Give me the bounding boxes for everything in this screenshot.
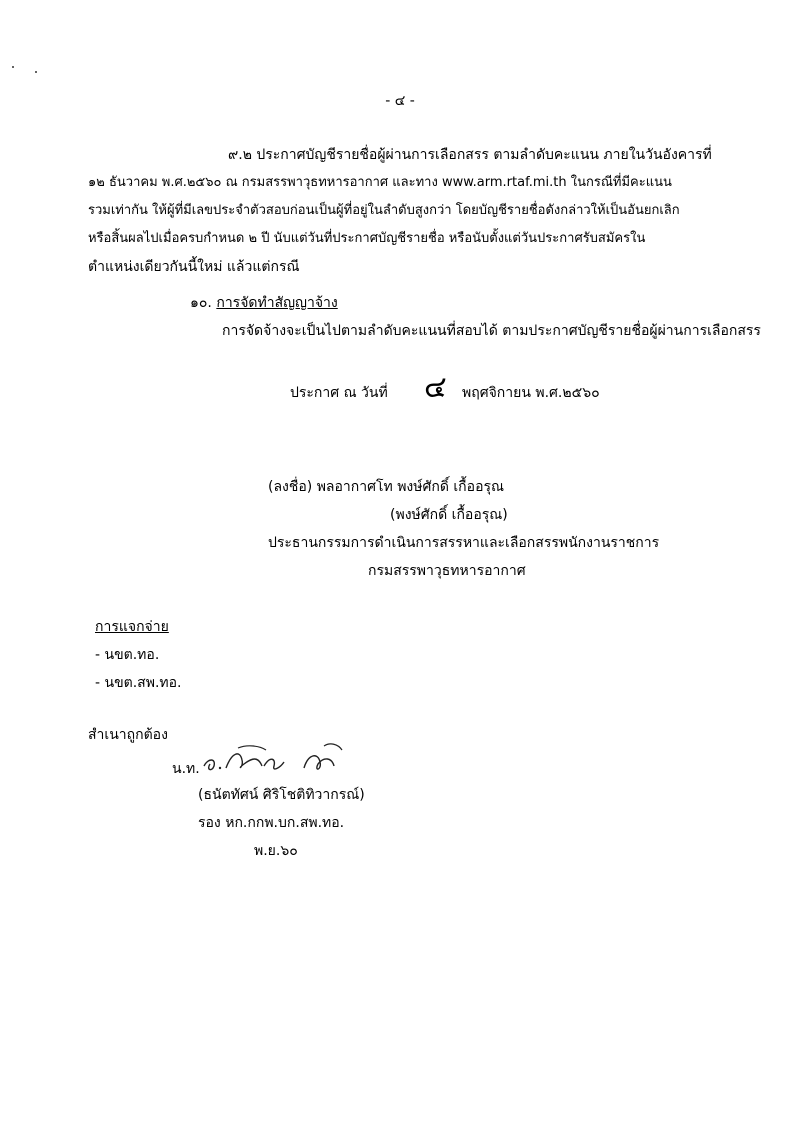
scan-speck — [35, 71, 37, 73]
section-10-number: ๑๐. — [190, 295, 212, 311]
section-9-2-line-2: ๑๒ ธันวาคม พ.ศ.๒๕๖๐ ณ กรมสรรพาวุธทหารอากาศ และทาง www.arm.rtaf.mi.th ในกรณีที่มีคะแนน — [88, 175, 672, 190]
section-10-title: การจัดทำสัญญาจ้าง — [216, 295, 338, 311]
announcement-prefix: ประกาศ ณ วันที่ — [290, 385, 388, 401]
section-9-2-line-5: ตำแหน่งเดียวกันนี้ใหม่ แล้วแต่กรณี — [88, 259, 300, 275]
signer-position-1: ประธานกรรมการดำเนินการสรรหาและเลือกสรรพนักงานราชการ — [268, 535, 660, 551]
signed-line: (ลงชื่อ) พลอากาศโท พงษ์ศักดิ์ เกื้ออรุณ — [268, 479, 504, 495]
signer-position-2: กรมสรรพาวุธทหารอากาศ — [368, 563, 526, 579]
scan-speck — [12, 66, 14, 68]
distribution-item: - นขต.ทอ. — [95, 647, 160, 663]
certified-rank: น.ท. — [172, 761, 200, 777]
page-number: - ๔ - — [385, 93, 415, 109]
handwritten-signature — [200, 738, 360, 780]
certified-date: พ.ย.๖๐ — [254, 843, 298, 859]
certified-position: รอง หก.กกพ.บก.สพ.ทอ. — [198, 815, 345, 831]
announcement-suffix: พฤศจิกายน พ.ศ.๒๕๖๐ — [462, 385, 600, 401]
distribution-item: - นขต.สพ.ทอ. — [95, 675, 182, 691]
section-10-heading — [190, 294, 338, 312]
section-9-2-line-1: ๙.๒ ประกาศบัญชีรายชื่อผู้ผ่านการเลือกสรร ตามลำดับคะแนน ภายในวันอังคารที่ — [228, 147, 712, 163]
section-10-body: การจัดจ้างจะเป็นไปตามลำดับคะแนนที่สอบได้ ตามประกาศบัญชีรายชื่อผู้ผ่านการเลือกสรร — [222, 323, 761, 339]
distribution-heading: การแจกจ่าย — [95, 619, 169, 635]
section-9-2-line-3: รวมเท่ากัน ให้ผู้ที่มีเลขประจำตัวสอบก่อนเป็นผู้ที่อยู่ในลำดับสูงกว่า โดยบัญชีรายชื่อดังกล่าวให้เป็นอันยกเลิก — [88, 203, 680, 218]
signer-name: (พงษ์ศักดิ์ เกื้ออรุณ) — [390, 507, 508, 523]
certified-copy-label: สำเนาถูกต้อง — [88, 727, 168, 743]
announcement-day-handwritten: ๔ — [424, 370, 447, 405]
certified-name: (ธนัตทัศน์ ศิริโชติทิวากรณ์) — [198, 787, 365, 803]
section-9-2-line-4: หรือสิ้นผลไปเมื่อครบกำหนด ๒ ปี นับแต่วันที่ประกาศบัญชีรายชื่อ หรือนับตั้งแต่วันประกาศรับสมัครใน — [88, 231, 646, 246]
